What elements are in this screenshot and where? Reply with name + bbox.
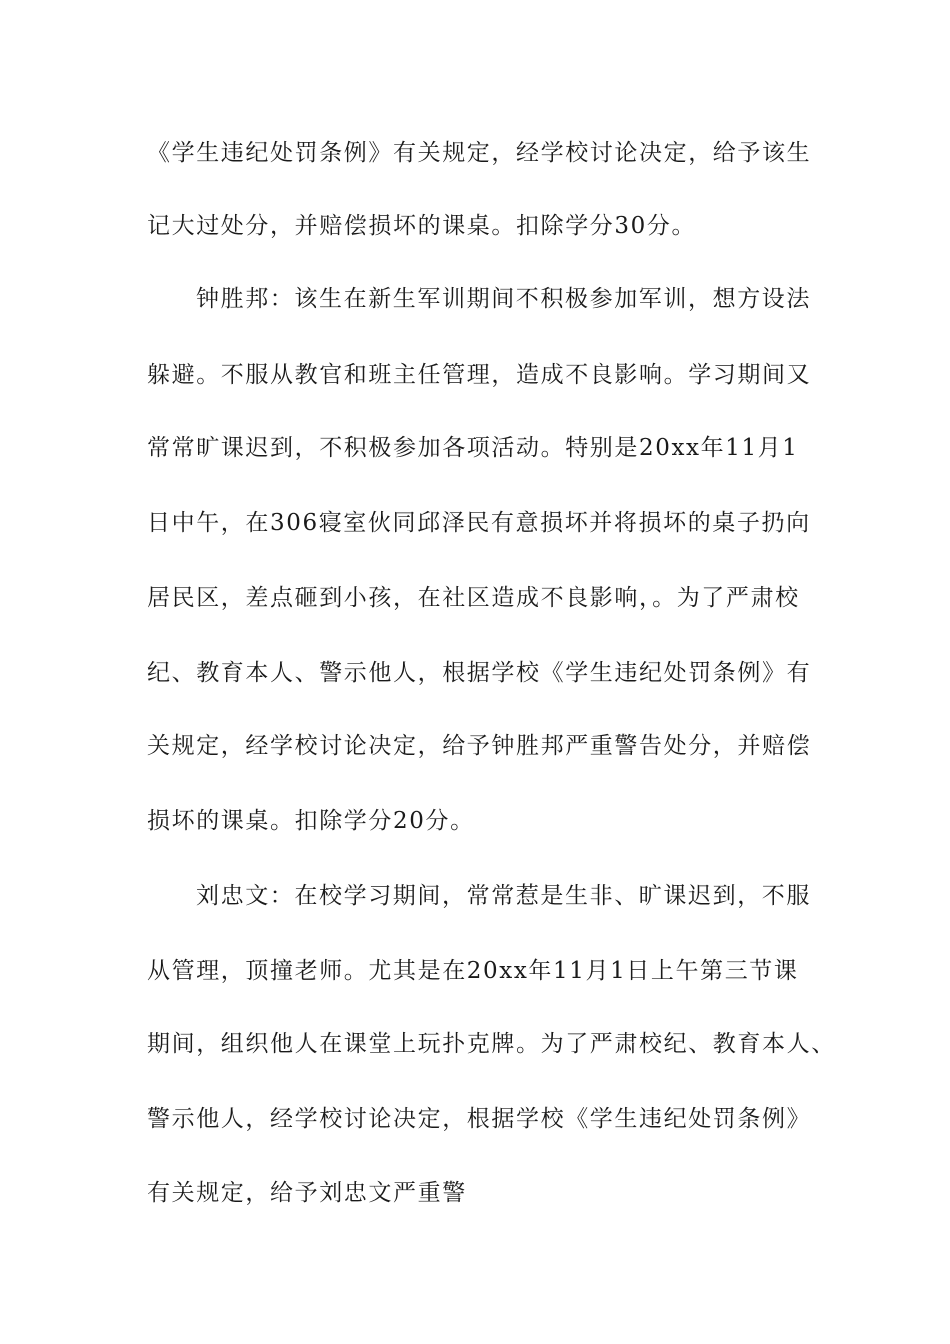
text-line-3-paragraph-start: 钟胜邦：该生在新生军训期间不积极参加军训，想方设法 — [196, 286, 811, 312]
text-line-7: 居民区，差点砸到小孩，在社区造成不良影响，。为了严肃校 — [147, 585, 800, 611]
text-line-1: 《学生违纪处罚条例》有关规定，经学校讨论决定，给予该生 — [147, 140, 812, 166]
text-line-8: 纪、教育本人、警示他人，根据学校《学生违纪处罚条例》有 — [147, 660, 812, 686]
text-line-4: 躲避。不服从教官和班主任管理，造成不良影响。学习期间又 — [147, 362, 812, 388]
text-line-11-paragraph-start: 刘忠文：在校学习期间，常常惹是生非、旷课迟到，不服 — [196, 883, 811, 909]
text-line-5: 常常旷课迟到，不积极参加各项活动。特别是20xx年11月1 — [147, 435, 799, 461]
text-line-15: 有关规定，给予刘忠文严重警 — [147, 1180, 467, 1206]
text-line-13: 期间，组织他人在课堂上玩扑克牌。为了严肃校纪、教育本人、 — [147, 1031, 836, 1057]
text-line-12: 从管理，顶撞老师。尤其是在20xx年11月1日上午第三节课 — [147, 958, 799, 984]
text-line-6: 日中午，在306寝室伙同邱泽民有意损坏并将损坏的桌子扔向 — [147, 510, 811, 536]
text-line-9: 关规定，经学校讨论决定，给予钟胜邦严重警告处分，并赔偿 — [147, 733, 812, 759]
text-line-10: 损坏的课桌。扣除学分20分。 — [147, 808, 475, 834]
text-line-2: 记大过处分，并赔偿损坏的课桌。扣除学分30分。 — [147, 213, 697, 239]
text-line-14: 警示他人，经学校讨论决定，根据学校《学生违纪处罚条例》 — [147, 1106, 812, 1132]
